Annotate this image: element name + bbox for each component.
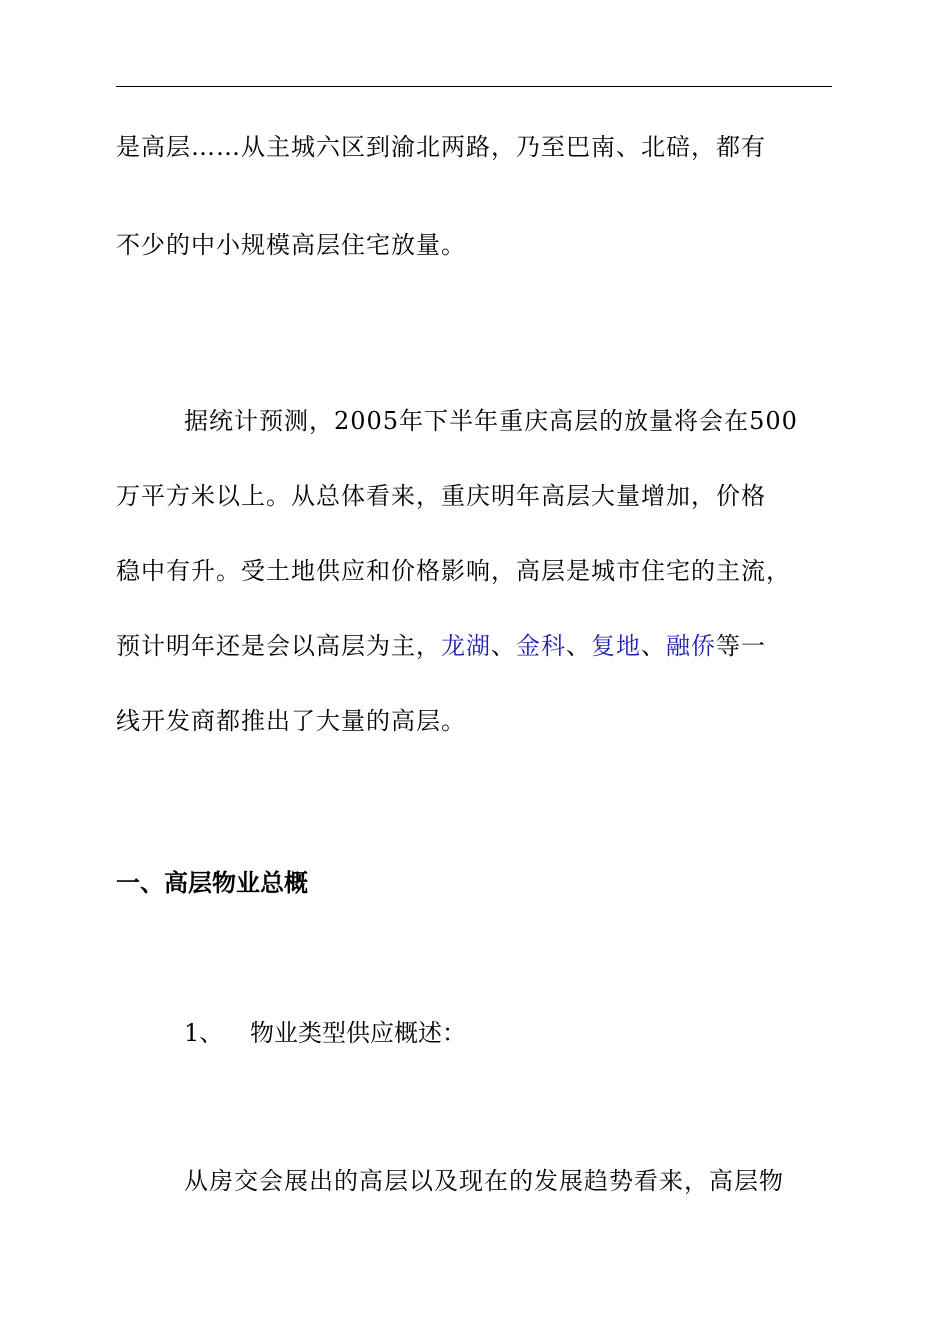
separator: 、 [491, 632, 516, 660]
paragraph2-line4 [116, 631, 766, 661]
subsection-number: 1、 [184, 1019, 224, 1047]
paragraph1-line1: 是高层……从主城六区到渝北两路，乃至巴南、北碚，都有 [116, 133, 766, 161]
paragraph2-line2: 万平方米以上。从总体看来，重庆明年高层大量增加，价格 [116, 482, 766, 510]
link-jinke[interactable]: 金科 [516, 632, 566, 660]
link-longhu[interactable]: 龙湖 [441, 632, 491, 660]
subsection-item [184, 1018, 466, 1048]
link-fudi[interactable]: 复地 [591, 632, 641, 660]
section-heading: 一、高层物业总概 [116, 868, 308, 897]
header-rule [116, 86, 832, 87]
paragraph3-line1: 从房交会展出的高层以及现在的发展趋势看来，高层物 [184, 1167, 784, 1195]
separator: 、 [641, 632, 666, 660]
paragraph2-line5: 线开发商都推出了大量的高层。 [116, 707, 466, 735]
paragraph2-line3: 稳中有升。受土地供应和价格影响，高层是城市住宅的主流， [116, 557, 791, 585]
subsection-title: 物业类型供应概述： [250, 1019, 466, 1047]
paragraph1-line2: 不少的中小规模高层住宅放量。 [116, 231, 466, 259]
paragraph2-line1: 据统计预测，2005年下半年重庆高层的放量将会在500 [184, 407, 798, 435]
paragraph2-line4-pre: 预计明年还是会以高层为主， [116, 632, 441, 660]
separator: 、 [566, 632, 591, 660]
link-rongqiao[interactable]: 融侨 [666, 632, 716, 660]
paragraph2-line4-post: 等一 [716, 632, 766, 660]
